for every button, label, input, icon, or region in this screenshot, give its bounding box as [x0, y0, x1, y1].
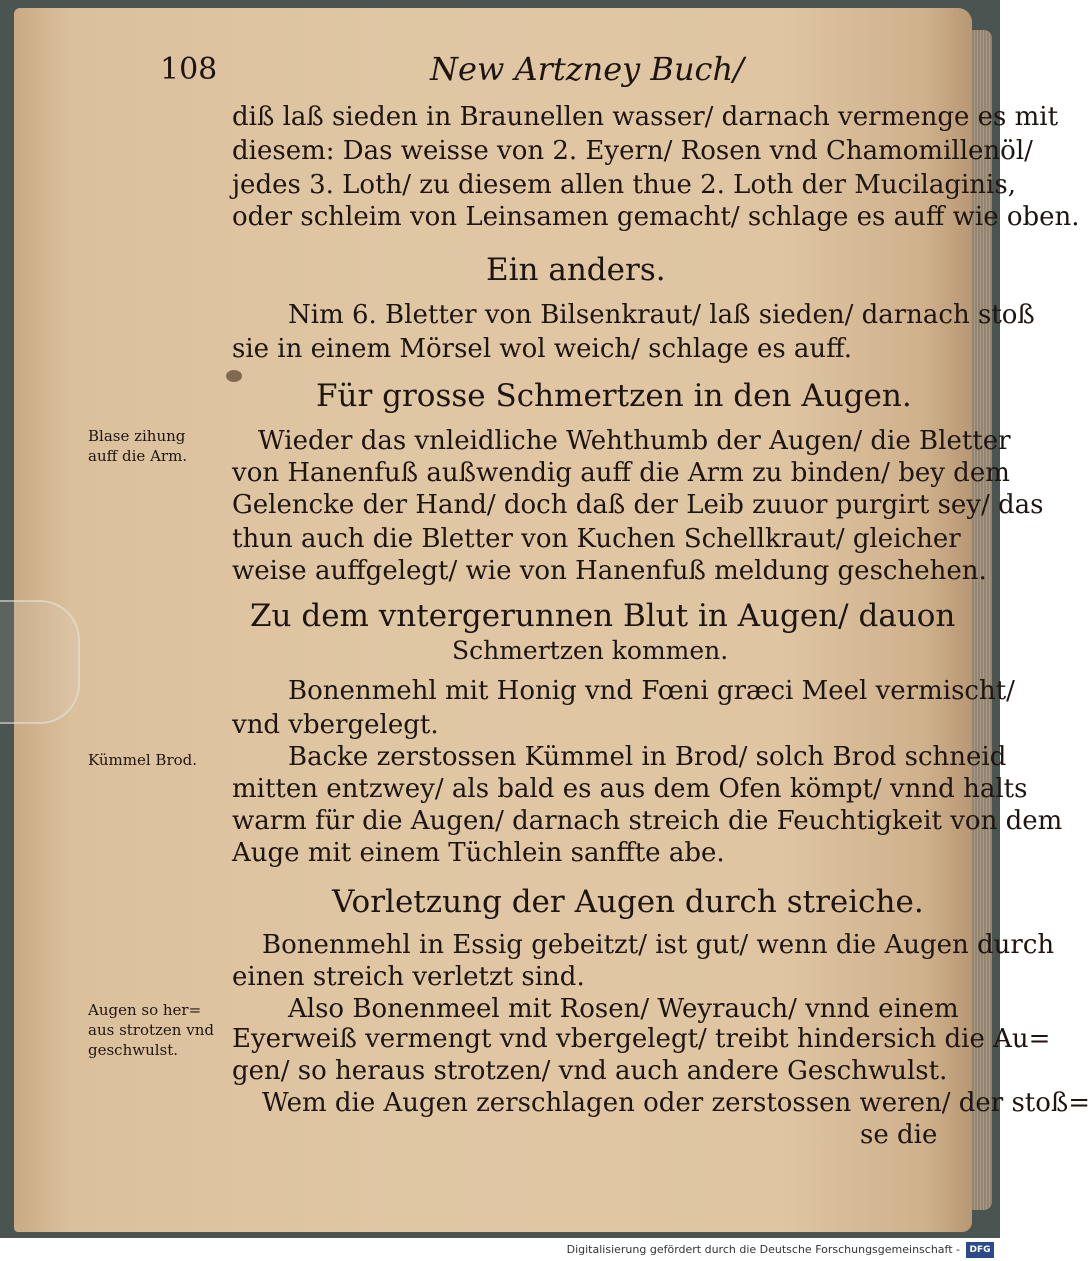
footer-credit: Digitalisierung gefördert durch die Deutsche Forschungsgemeinschaft - [566, 1243, 960, 1256]
page-clip-overlay [0, 600, 80, 724]
body-line: jedes 3. Loth/ zu diesem allen thue 2. Loth der Mucilaginis, [232, 170, 1016, 200]
page-number: 108 [160, 52, 218, 87]
body-line: vnd vbergelegt. [232, 710, 439, 740]
margin-note: Kümmel Brod. [88, 751, 198, 769]
body-line: einen streich verletzt sind. [232, 962, 585, 992]
body-line: Bonenmehl mit Honig vnd Fœni græci Meel vermischt/ [288, 676, 1015, 706]
body-line: gen/ so heraus strotzen/ vnd auch andere Geschwulst. [232, 1056, 948, 1086]
body-line: Eyerweiß vermengt vnd vbergelegt/ treibt hindersich die Au= [232, 1024, 1051, 1054]
dfg-logo-icon: DFG [966, 1242, 994, 1258]
body-line: Wem die Augen zerschlagen oder zerstossen weren/ der stoß= [262, 1088, 1090, 1118]
body-line: thun auch die Bletter von Kuchen Schellkraut/ gleicher [232, 524, 961, 554]
body-line: diß laß sieden in Braunellen wasser/ darnach vermenge es mit [232, 102, 1059, 132]
body-line: Backe zerstossen Kümmel in Brod/ solch Brod schneid [288, 742, 1007, 772]
ink-stain [226, 370, 242, 382]
body-line: weise auffgelegt/ wie von Hanenfuß meldung geschehen. [232, 556, 987, 586]
body-line: Bonenmehl in Essig gebeitzt/ ist gut/ wenn die Augen durch [262, 930, 1055, 960]
section-heading: Für grosse Schmertzen in den Augen. [316, 378, 912, 414]
body-line: Nim 6. Bletter von Bilsenkraut/ laß sieden/ darnach stoß [288, 300, 1035, 330]
body-line: sie in einem Mörsel wol weich/ schlage es auff. [232, 334, 852, 364]
running-head: New Artzney Buch/ [430, 50, 744, 88]
body-line: Wieder das vnleidliche Wehthumb der Augen/ die Bletter [258, 426, 1011, 456]
footer-bar [0, 1240, 1000, 1261]
margin-note: Augen so her= aus strotzen vnd geschwulst. [88, 1001, 214, 1059]
section-heading: Zu dem vntergerunnen Blut in Augen/ dauon [250, 598, 956, 634]
margin-note: Blase zihung auff die Arm. [88, 427, 188, 465]
body-line: Auge mit einem Tüchlein sanffte abe. [232, 838, 725, 868]
body-line: oder schleim von Leinsamen gemacht/ schlage es auff wie oben. [232, 202, 1080, 232]
body-line: diesem: Das weisse von 2. Eyern/ Rosen vnd Chamomillenöl/ [232, 136, 1033, 166]
section-heading: Schmertzen kommen. [452, 636, 729, 665]
body-line: Gelencke der Hand/ doch daß der Leib zuuor purgirt sey/ das [232, 490, 1044, 520]
body-line: warm für die Augen/ darnach streich die Feuchtigkeit von dem [232, 806, 1063, 836]
body-line: Also Bonenmeel mit Rosen/ Weyrauch/ vnnd einem [288, 994, 959, 1024]
body-line: mitten entzwey/ als bald es aus dem Ofen kömpt/ vnnd halts [232, 774, 1028, 804]
body-line: von Hanenfuß außwendig auff die Arm zu binden/ bey dem [232, 458, 1010, 488]
section-heading: Vorletzung der Augen durch streiche. [332, 884, 924, 920]
catchword: se die [860, 1120, 938, 1150]
section-heading: Ein anders. [486, 252, 666, 288]
